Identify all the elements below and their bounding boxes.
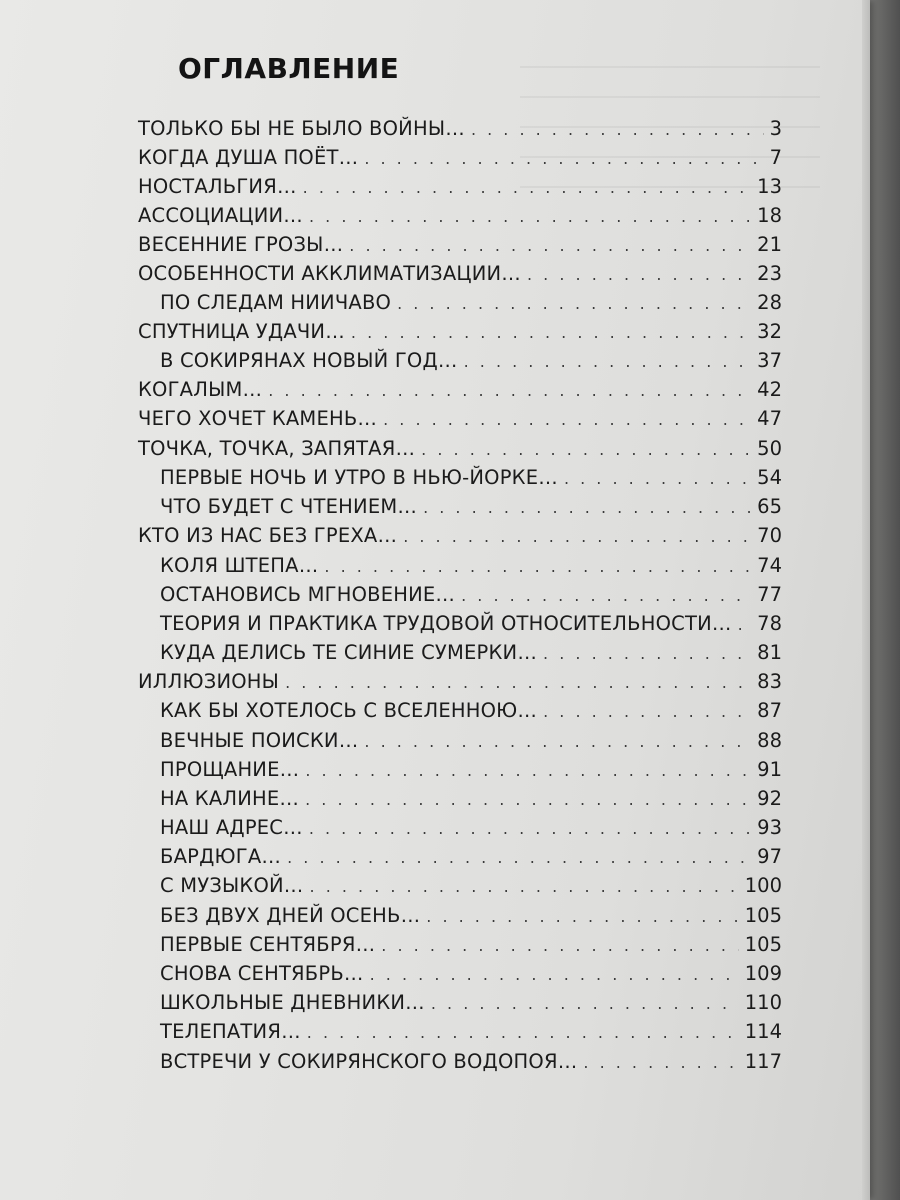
toc-entry xyxy=(160,699,782,727)
toc-entry-title: БЕЗ ДВУХ ДНЕЙ ОСЕНЬ… xyxy=(160,904,421,927)
toc-entry xyxy=(160,495,782,523)
toc-entry xyxy=(160,758,782,786)
dot-leader xyxy=(309,207,751,226)
dot-leader xyxy=(583,1053,738,1072)
toc-entry-title: КОГДА ДУША ПОЁТ… xyxy=(138,146,359,169)
toc-entry xyxy=(160,904,782,932)
toc-entry-page-number: 28 xyxy=(757,291,782,314)
page-edge xyxy=(862,0,870,1200)
dot-leader xyxy=(381,936,738,955)
toc-entry-page-number: 77 xyxy=(757,583,782,606)
toc-entry-page-number: 92 xyxy=(757,787,782,810)
toc-entry-title: СНОВА СЕНТЯБРЬ… xyxy=(160,962,364,985)
toc-entry-page-number: 54 xyxy=(757,466,782,489)
toc-entry-title: ЧЕГО ХОЧЕТ КАМЕНЬ… xyxy=(138,407,378,430)
toc-entry-page-number: 87 xyxy=(757,699,782,722)
dot-leader xyxy=(309,819,751,838)
toc-entry-page-number: 65 xyxy=(757,495,782,518)
toc-entry-title: ОСОБЕННОСТИ АККЛИМАТИЗАЦИИ… xyxy=(138,262,521,285)
dot-leader xyxy=(305,761,751,780)
toc-entry xyxy=(138,175,782,203)
dot-leader xyxy=(324,557,751,576)
toc-entry-title: КОЛЯ ШТЕПА… xyxy=(160,554,319,577)
dot-leader xyxy=(364,732,751,751)
dot-leader xyxy=(349,236,751,255)
toc-entry-title: ШКОЛЬНЫЕ ДНЕВНИКИ… xyxy=(160,991,425,1014)
dot-leader xyxy=(397,294,751,313)
toc-entry xyxy=(160,816,782,844)
toc-entry-title: НОСТАЛЬГИЯ… xyxy=(138,175,297,198)
dot-leader xyxy=(527,265,751,284)
toc-entry-title: ТЕЛЕПАТИЯ… xyxy=(160,1020,301,1043)
toc-entry-title: ТЕОРИЯ И ПРАКТИКА ТРУДОВОЙ ОТНОСИТЕЛЬНОСТИ… xyxy=(160,612,732,635)
dot-leader xyxy=(738,615,752,634)
dot-leader xyxy=(307,1023,739,1042)
toc-entry-title: ПО СЛЕДАМ НИИЧАВО xyxy=(160,291,392,314)
dot-leader xyxy=(305,790,751,809)
toc-entry-title: ПЕРВЫЕ НОЧЬ И УТРО В НЬЮ-ЙОРКЕ… xyxy=(160,466,558,489)
toc-entry xyxy=(160,349,782,377)
toc-entry-title: АССОЦИАЦИИ… xyxy=(138,204,303,227)
toc-entry-title: ОСТАНОВИСЬ МГНОВЕНИЕ… xyxy=(160,583,456,606)
toc-entry-page-number: 37 xyxy=(757,349,782,372)
toc-entry-title: ВЕЧНЫЕ ПОИСКИ… xyxy=(160,729,359,752)
toc-entry xyxy=(138,437,782,465)
dot-leader xyxy=(564,469,751,488)
toc-entry xyxy=(138,204,782,232)
dot-leader xyxy=(370,965,739,984)
toc-entry-title: ВСТРЕЧИ У СОКИРЯНСКОГО ВОДОПОЯ… xyxy=(160,1050,578,1073)
toc-entry-page-number: 42 xyxy=(757,378,782,401)
toc-entry-page-number: 70 xyxy=(757,524,782,547)
toc-entry xyxy=(138,378,782,406)
toc-entry xyxy=(138,524,782,552)
toc-entry-title: КТО ИЗ НАС БЕЗ ГРЕХА… xyxy=(138,524,398,547)
toc-entry xyxy=(138,320,782,348)
dot-leader xyxy=(464,352,752,371)
toc-entry xyxy=(160,845,782,873)
toc-entry-page-number: 21 xyxy=(757,233,782,256)
toc-entry-page-number: 18 xyxy=(757,204,782,227)
toc-entry xyxy=(138,670,782,698)
toc-entry-page-number: 91 xyxy=(757,758,782,781)
dot-leader xyxy=(287,848,751,867)
toc-entry-title: В СОКИРЯНАХ НОВЫЙ ГОД… xyxy=(160,349,458,372)
toc-entry-page-number: 23 xyxy=(757,262,782,285)
dot-leader xyxy=(383,410,751,429)
dot-leader xyxy=(543,702,751,721)
toc-entry-page-number: 3 xyxy=(769,117,782,140)
toc-entry-page-number: 114 xyxy=(744,1020,782,1043)
toc-entry xyxy=(138,146,782,174)
toc-entry-page-number: 105 xyxy=(744,933,782,956)
toc-entry-page-number: 93 xyxy=(757,816,782,839)
dot-leader xyxy=(285,673,751,692)
toc-entry-title: ТОЛЬКО БЫ НЕ БЫЛО ВОЙНЫ… xyxy=(138,117,465,140)
toc-entry xyxy=(160,291,782,319)
dot-leader xyxy=(423,498,751,517)
toc-entry-title: КАК БЫ ХОТЕЛОСЬ С ВСЕЛЕННОЮ… xyxy=(160,699,538,722)
toc-entry xyxy=(160,933,782,961)
toc-entry xyxy=(138,233,782,261)
toc-entry xyxy=(160,612,782,640)
toc-entry-page-number: 81 xyxy=(757,641,782,664)
dot-leader xyxy=(421,440,751,459)
dot-leader xyxy=(426,907,738,926)
toc-entry xyxy=(138,117,782,145)
toc-entry-page-number: 110 xyxy=(744,991,782,1014)
toc-entry-title: БАРДЮГА… xyxy=(160,845,282,868)
dot-leader xyxy=(403,527,751,546)
toc-entry-page-number: 50 xyxy=(757,437,782,460)
toc-entry-page-number: 47 xyxy=(757,407,782,430)
toc-entry-page-number: 97 xyxy=(757,845,782,868)
dot-leader xyxy=(310,877,739,896)
toc-entry-page-number: 109 xyxy=(744,962,782,985)
toc-entry xyxy=(160,641,782,669)
toc-entry-title: ПЕРВЫЕ СЕНТЯБРЯ… xyxy=(160,933,376,956)
toc-entry-title: ПРОЩАНИЕ… xyxy=(160,758,300,781)
dot-leader xyxy=(268,381,751,400)
dot-leader xyxy=(461,586,751,605)
toc-entry-title: НА КАЛИНЕ… xyxy=(160,787,300,810)
toc-entry-title: НАШ АДРЕС… xyxy=(160,816,303,839)
toc-entry xyxy=(160,1050,782,1078)
toc-entry-page-number: 74 xyxy=(757,554,782,577)
toc-entry-page-number: 13 xyxy=(757,175,782,198)
toc-entry-page-number: 7 xyxy=(769,146,782,169)
toc-entry xyxy=(160,962,782,990)
toc-entry xyxy=(160,583,782,611)
toc-entry xyxy=(138,262,782,290)
toc-entry xyxy=(160,991,782,1019)
toc-entry xyxy=(160,554,782,582)
toc-entry-page-number: 100 xyxy=(744,874,782,897)
toc-entry xyxy=(160,466,782,494)
dot-leader xyxy=(471,120,764,139)
dot-leader xyxy=(351,323,751,342)
toc-entry-title: ВЕСЕННИЕ ГРОЗЫ… xyxy=(138,233,344,256)
toc-entry-page-number: 78 xyxy=(757,612,782,635)
dot-leader xyxy=(364,149,763,168)
toc-entry xyxy=(138,407,782,435)
toc-entry-page-number: 105 xyxy=(744,904,782,927)
toc-entry xyxy=(160,1020,782,1048)
toc-entry-page-number: 88 xyxy=(757,729,782,752)
toc-entry-title: ТОЧКА, ТОЧКА, ЗАПЯТАЯ… xyxy=(138,437,416,460)
dot-leader xyxy=(303,178,752,197)
dot-leader xyxy=(431,994,739,1013)
toc-heading: ОГЛАВЛЕНИЕ xyxy=(178,52,400,85)
toc-entry xyxy=(160,729,782,757)
toc-entry-title: ЧТО БУДЕТ С ЧТЕНИЕМ… xyxy=(160,495,418,518)
toc-entry-page-number: 32 xyxy=(757,320,782,343)
dot-leader xyxy=(543,644,751,663)
toc-entry-title: С МУЗЫКОЙ… xyxy=(160,874,304,897)
toc-entry-title: КОГАЛЫМ… xyxy=(138,378,263,401)
toc-entry xyxy=(160,787,782,815)
toc-entry xyxy=(160,874,782,902)
toc-entry-page-number: 83 xyxy=(757,670,782,693)
toc-entry-page-number: 117 xyxy=(744,1050,782,1073)
toc-entry-title: СПУТНИЦА УДАЧИ… xyxy=(138,320,345,343)
toc-entry-title: ИЛЛЮЗИОНЫ xyxy=(138,670,280,693)
toc-entry-title: КУДА ДЕЛИСЬ ТЕ СИНИЕ СУМЕРКИ… xyxy=(160,641,538,664)
